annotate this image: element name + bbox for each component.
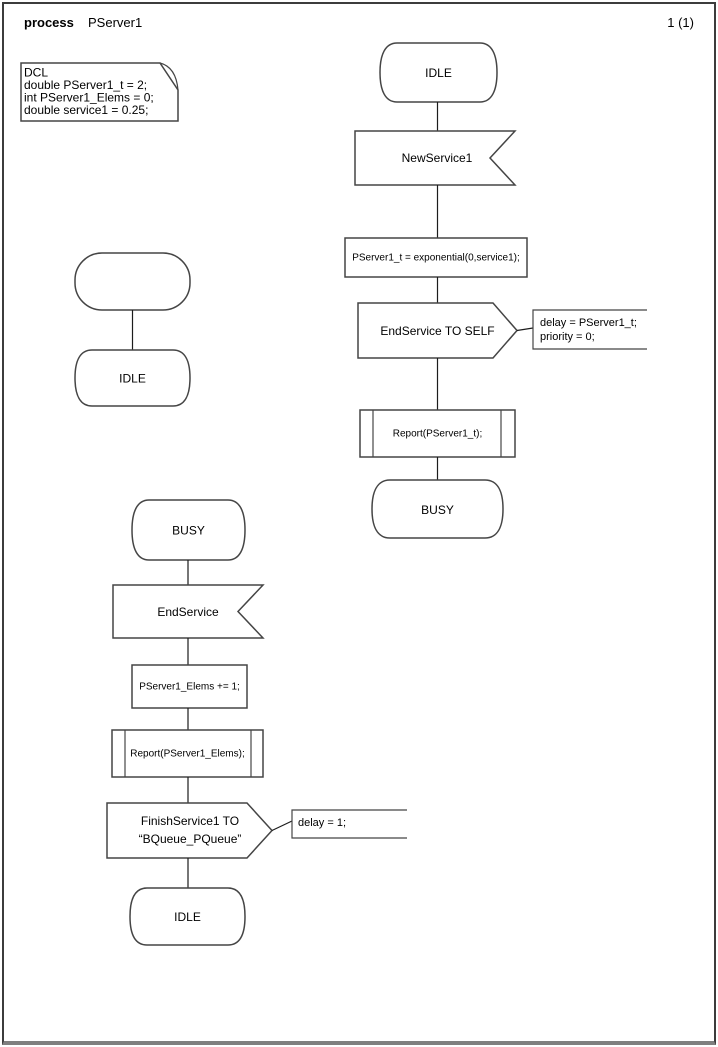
state-label: IDLE — [425, 66, 452, 80]
comment-line: delay = 1; — [298, 817, 347, 829]
comment-line: priority = 0; — [540, 331, 595, 343]
task-label: PServer1_Elems += 1; — [139, 681, 240, 693]
process-kind-label: process — [24, 15, 74, 30]
state-idle-start — [75, 350, 190, 406]
process-name: PServer1 — [88, 15, 143, 30]
comment-line: delay = PServer1_t; — [540, 317, 637, 329]
task-label: PServer1_t = exponential(0,service1); — [352, 252, 520, 264]
state-idle-top — [380, 43, 497, 102]
input-label: EndService — [157, 605, 219, 619]
state-label: IDLE — [174, 910, 201, 924]
state-idle-bottom — [130, 888, 245, 945]
input-endservice — [113, 585, 263, 638]
declaration-text-symbol — [21, 63, 178, 121]
state-busy-left — [132, 500, 245, 560]
comment-leader-line — [517, 328, 533, 331]
output-finishservice1 — [107, 803, 272, 858]
state-label: IDLE — [119, 371, 146, 386]
comment-leader-line — [272, 821, 292, 831]
process-start-symbol — [75, 253, 190, 310]
dcl-line: double PServer1_t = 2; — [24, 78, 148, 92]
dcl-line: int PServer1_Elems = 0; — [24, 90, 154, 105]
procedure-label: Report(PServer1_t); — [392, 428, 483, 440]
procedure-label: Report(PServer1_Elems); — [130, 748, 245, 760]
task-increment-elems — [132, 665, 247, 708]
procedure-report-elems — [112, 730, 263, 777]
output-label-line2: “BQueue_PQueue” — [138, 832, 242, 846]
input-label: NewService1 — [401, 151, 473, 165]
state-label: BUSY — [421, 503, 454, 517]
page-number: 1 (1) — [667, 15, 694, 30]
output-symbol-outline — [107, 803, 272, 858]
output-label-line1: FinishService1 TO — [140, 814, 240, 828]
comment-delay-priority — [533, 310, 647, 349]
dcl-line: double service1 = 0.25; — [24, 103, 149, 117]
comment-symbol-outline — [533, 310, 647, 349]
start-symbol-outline — [75, 253, 190, 310]
state-busy-right — [372, 480, 503, 538]
output-endservice-to-self — [358, 303, 517, 358]
state-label: BUSY — [172, 523, 205, 538]
procedure-report-pserver1-t — [360, 410, 515, 457]
dcl-line: DCL — [24, 65, 49, 80]
comment-delay-1 — [292, 810, 407, 838]
output-label: EndService TO SELF — [380, 324, 495, 338]
task-set-pserver1-t — [345, 238, 527, 277]
input-newservice1 — [355, 131, 515, 185]
